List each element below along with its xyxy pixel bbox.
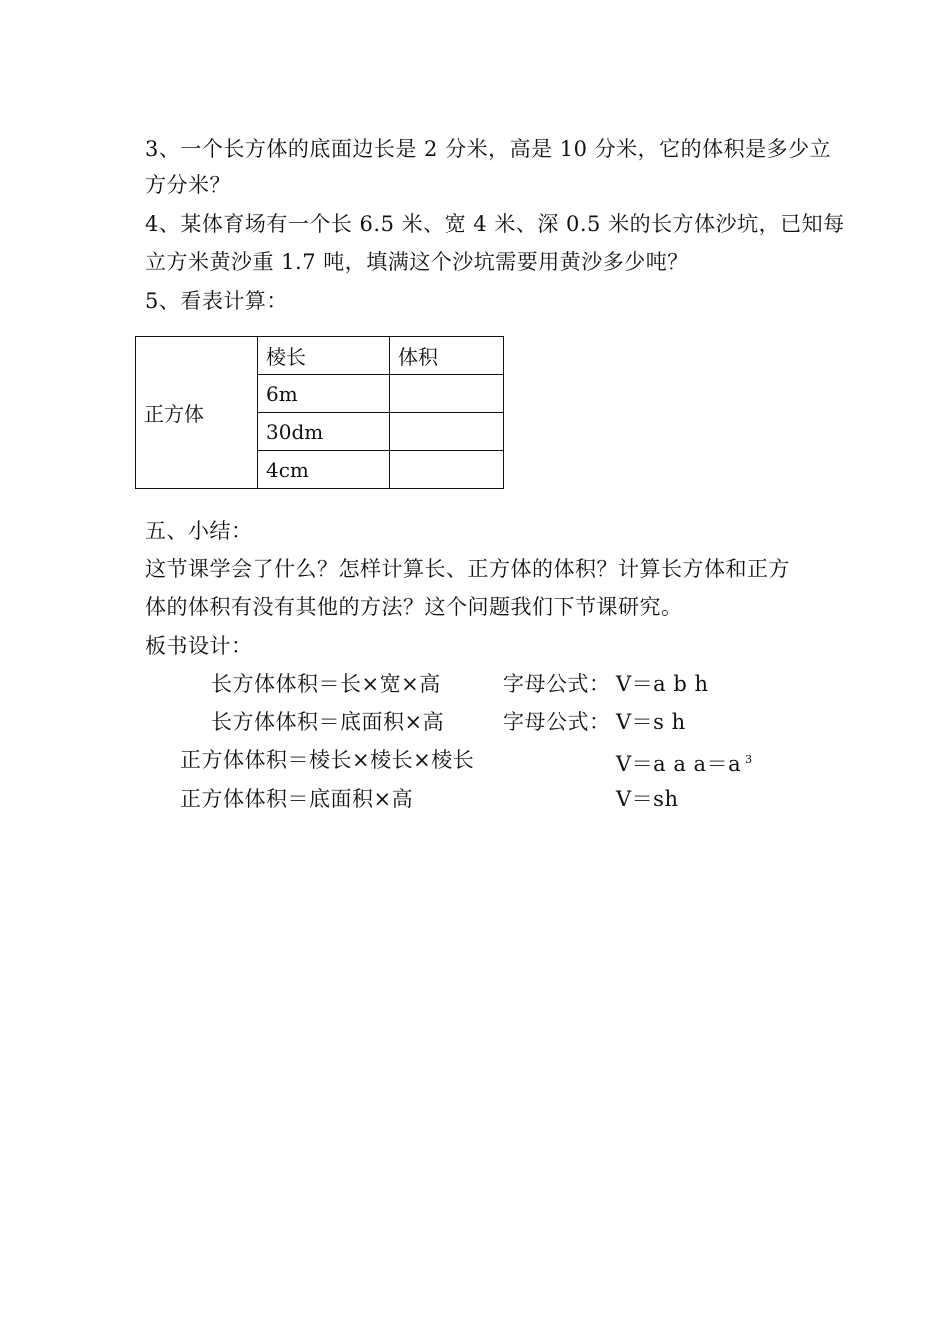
- board-formula-label: 字母公式：: [503, 710, 611, 734]
- problem-4-line-1: 4、某体育场有一个长 6.5 米、宽 4 米、深 0.5 米的长方体沙坑，已知每: [145, 212, 845, 236]
- board-formula-left: 长方体体积＝长×宽×高: [211, 672, 441, 696]
- board-formula-left: 正方体体积＝棱长×棱长×棱长: [180, 748, 475, 772]
- formula-text: V＝a a a＝a: [616, 752, 742, 776]
- volume-cell: [390, 375, 504, 413]
- volume-cell: [390, 413, 504, 451]
- problem-3-line-2: 方分米？: [145, 173, 231, 197]
- volume-cell: [390, 451, 504, 489]
- exponent: 3: [745, 753, 753, 766]
- row-label-cube: 正方体: [136, 337, 258, 489]
- edge-cell: 30dm: [258, 413, 390, 451]
- summary-title: 五、小结：: [145, 519, 253, 543]
- problem-5-line: 5、看表计算：: [145, 289, 288, 313]
- board-formula-left: 正方体体积＝底面积×高: [180, 787, 414, 811]
- problem-3-line-1: 3、一个长方体的底面边长是 2 分米，高是 10 分米，它的体积是多少立: [145, 137, 832, 161]
- board-formula-label: 字母公式：: [503, 672, 611, 696]
- header-edge: 棱长: [258, 337, 390, 375]
- board-formula-right: [616, 747, 753, 777]
- header-volume: 体积: [390, 337, 504, 375]
- board-formula-right: V＝a b h: [616, 672, 709, 696]
- board-formula-right: V＝s h: [616, 710, 686, 734]
- board-formula-left: 长方体体积＝底面积×高: [211, 710, 445, 734]
- edge-cell: 6m: [258, 375, 390, 413]
- edge-cell: 4cm: [258, 451, 390, 489]
- problem-4-line-2: 立方米黄沙重 1.7 吨，填满这个沙坑需要用黄沙多少吨？: [145, 250, 689, 274]
- volume-table: [135, 336, 504, 489]
- board-formula-right: V＝sh: [616, 787, 679, 811]
- summary-line-2: 体的体积有没有其他的方法？这个问题我们下节课研究。: [145, 595, 683, 619]
- summary-line-1: 这节课学会了什么？怎样计算长、正方体的体积？计算长方体和正方: [145, 557, 790, 581]
- board-title: 板书设计：: [145, 634, 253, 658]
